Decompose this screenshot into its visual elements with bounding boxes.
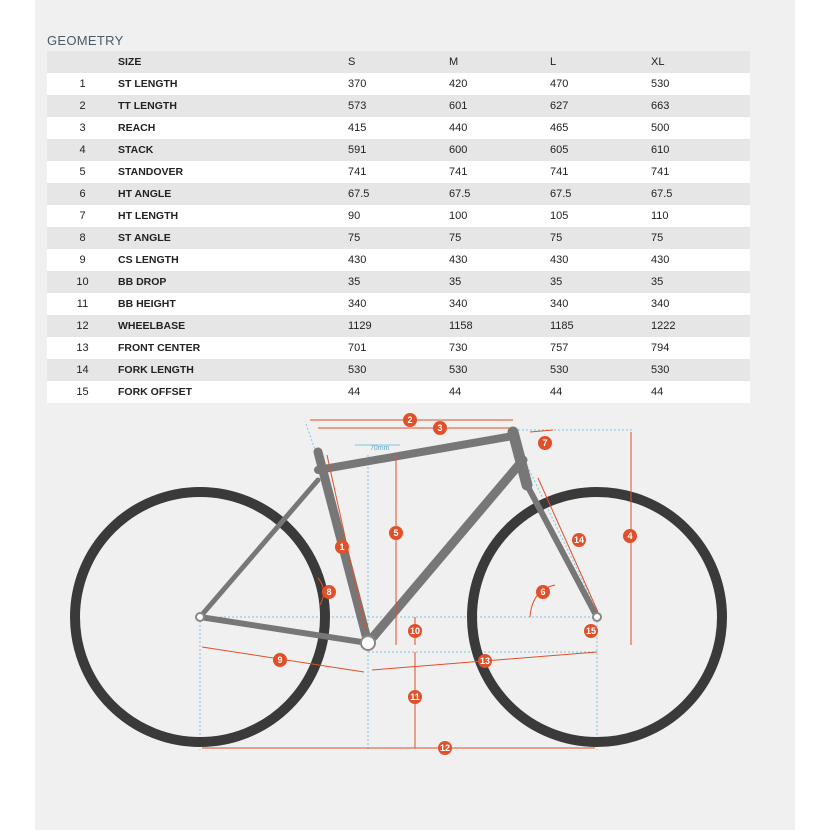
cell-xl: 67.5	[651, 188, 673, 200]
cell-m: 44	[449, 386, 462, 398]
header-m: M	[449, 56, 459, 68]
cell-s: 90	[348, 210, 361, 222]
cell-l: 605	[550, 144, 569, 156]
header-size: SIZE	[118, 56, 142, 68]
row-name: FORK LENGTH	[118, 364, 194, 376]
cell-xl: 663	[651, 100, 670, 112]
cell-l: 627	[550, 100, 569, 112]
cell-s: 573	[348, 100, 367, 112]
table-row	[47, 315, 750, 337]
cell-s: 75	[348, 232, 361, 244]
row-name: FRONT CENTER	[118, 342, 201, 354]
cell-l: 757	[550, 342, 569, 354]
svg-text:9: 9	[277, 655, 283, 665]
row-name: BB HEIGHT	[118, 298, 176, 310]
badge-8	[322, 585, 336, 599]
cell-s: 67.5	[348, 188, 370, 200]
row-name: STACK	[118, 144, 154, 156]
table-row	[47, 381, 750, 403]
row-index: 9	[79, 254, 86, 266]
svg-text:6: 6	[540, 587, 546, 597]
svg-text:7: 7	[542, 438, 548, 448]
row-index: 13	[76, 342, 89, 354]
svg-text:2: 2	[407, 415, 413, 425]
badge-9	[273, 653, 287, 667]
cell-l: 44	[550, 386, 563, 398]
cell-l: 530	[550, 364, 569, 376]
geometry-table	[47, 51, 750, 403]
front-axle	[593, 613, 601, 621]
cell-l: 75	[550, 232, 563, 244]
table-row	[47, 139, 750, 161]
row-index: 10	[76, 276, 89, 288]
cell-s: 591	[348, 144, 367, 156]
down-tube	[368, 460, 523, 643]
row-index: 2	[79, 100, 86, 112]
row-index: 7	[79, 210, 86, 222]
badge-1	[335, 540, 349, 554]
cell-xl: 110	[651, 210, 669, 222]
svg-text:8: 8	[326, 587, 332, 597]
cell-xl: 741	[651, 166, 670, 178]
cell-s: 1129	[348, 320, 372, 332]
cell-s: 44	[348, 386, 361, 398]
row-index: 8	[79, 232, 86, 244]
cell-xl: 340	[651, 298, 670, 310]
row-index: 11	[76, 298, 89, 310]
cell-m: 601	[449, 100, 468, 112]
cell-l: 340	[550, 298, 569, 310]
table-header-row	[47, 51, 750, 73]
row-index: 6	[79, 188, 86, 200]
row-name: HT ANGLE	[118, 188, 172, 200]
cell-l: 430	[550, 254, 569, 266]
cell-s: 530	[348, 364, 367, 376]
cell-s: 701	[348, 342, 367, 354]
row-name: ST ANGLE	[118, 232, 171, 244]
row-name: HT LENGTH	[118, 210, 179, 222]
row-index: 15	[76, 386, 89, 398]
cell-m: 420	[449, 78, 468, 90]
cell-l: 1185	[550, 320, 574, 332]
badge-10	[408, 624, 422, 638]
row-index: 5	[79, 166, 86, 178]
row-name: CS LENGTH	[118, 254, 179, 266]
cell-xl: 430	[651, 254, 670, 266]
table-row	[47, 161, 750, 183]
dim-note-70mm: 70mm	[370, 445, 390, 452]
cell-xl: 794	[651, 342, 670, 354]
section-title: GEOMETRY	[47, 33, 124, 48]
row-name: WHEELBASE	[118, 320, 186, 332]
cell-l: 741	[550, 166, 569, 178]
cell-l: 105	[550, 210, 569, 222]
cell-m: 75	[449, 232, 462, 244]
badge-4	[623, 529, 637, 543]
badge-6	[536, 585, 550, 599]
row-name: TT LENGTH	[118, 100, 177, 112]
table-row	[47, 73, 750, 95]
row-index: 4	[79, 144, 86, 156]
svg-text:1: 1	[339, 542, 345, 552]
row-name: ST LENGTH	[118, 78, 178, 90]
cell-m: 340	[449, 298, 468, 310]
row-index: 12	[76, 320, 89, 332]
row-index: 3	[79, 122, 86, 134]
badge-15	[584, 624, 598, 638]
svg-text:4: 4	[627, 531, 633, 541]
svg-text:12: 12	[439, 743, 451, 753]
row-name: STANDOVER	[118, 166, 184, 178]
cell-s: 35	[348, 276, 361, 288]
cell-s: 430	[348, 254, 367, 266]
bottom-bracket	[361, 636, 375, 650]
cell-m: 430	[449, 254, 468, 266]
cell-l: 465	[550, 122, 569, 134]
table-row	[47, 205, 750, 227]
svg-text:14: 14	[573, 535, 585, 545]
table-row	[47, 359, 750, 381]
cell-l: 470	[550, 78, 569, 90]
svg-text:10: 10	[409, 626, 421, 636]
svg-text:11: 11	[410, 692, 420, 702]
rear-axle	[196, 613, 204, 621]
cell-m: 741	[449, 166, 468, 178]
header-xl: XL	[651, 56, 665, 68]
header-s: S	[348, 56, 356, 68]
table-row	[47, 183, 750, 205]
cell-m: 440	[449, 122, 468, 134]
cell-s: 340	[348, 298, 367, 310]
cell-xl: 1222	[651, 320, 676, 332]
chain-stay	[200, 617, 368, 643]
table-row	[47, 117, 750, 139]
cell-xl: 75	[651, 232, 664, 244]
badge-14	[572, 533, 586, 547]
cell-m: 67.5	[449, 188, 471, 200]
bike-geometry-diagram	[0, 405, 830, 830]
header-l: L	[550, 56, 557, 68]
row-name: REACH	[118, 122, 156, 134]
badge-3	[433, 421, 447, 435]
row-index: 1	[79, 78, 86, 90]
cell-s: 370	[348, 78, 367, 90]
table-row	[47, 249, 750, 271]
fork	[527, 485, 597, 617]
badge-5	[389, 526, 403, 540]
top-tube	[318, 436, 513, 470]
dim-ht-length	[530, 430, 553, 432]
table-row	[47, 95, 750, 117]
cell-m: 1158	[449, 320, 473, 332]
table-row	[47, 293, 750, 315]
cell-xl: 500	[651, 122, 670, 134]
row-name: BB DROP	[118, 276, 167, 288]
cell-m: 35	[449, 276, 462, 288]
svg-text:3: 3	[437, 423, 443, 433]
svg-text:13: 13	[479, 656, 491, 666]
table-row	[47, 271, 750, 293]
cell-s: 415	[348, 122, 367, 134]
table-row	[47, 337, 750, 359]
cell-xl: 44	[651, 386, 664, 398]
header-index	[47, 51, 118, 73]
cell-xl: 35	[651, 276, 664, 288]
cell-m: 100	[449, 210, 468, 222]
row-index: 14	[76, 364, 89, 376]
cell-m: 600	[449, 144, 468, 156]
badge-7	[538, 436, 552, 450]
badge-11	[408, 690, 422, 704]
table-row	[47, 227, 750, 249]
badge-13	[478, 654, 492, 668]
svg-text:5: 5	[393, 528, 399, 538]
svg-text:15: 15	[585, 626, 597, 636]
head-tube	[513, 432, 527, 485]
cell-xl: 610	[651, 144, 670, 156]
cell-m: 730	[449, 342, 468, 354]
cell-s: 741	[348, 166, 367, 178]
cell-l: 67.5	[550, 188, 572, 200]
cell-xl: 530	[651, 364, 670, 376]
cell-m: 530	[449, 364, 468, 376]
cell-xl: 530	[651, 78, 670, 90]
row-name: FORK OFFSET	[118, 386, 193, 398]
cell-l: 35	[550, 276, 563, 288]
badge-12	[438, 741, 452, 755]
badge-2	[403, 413, 417, 427]
